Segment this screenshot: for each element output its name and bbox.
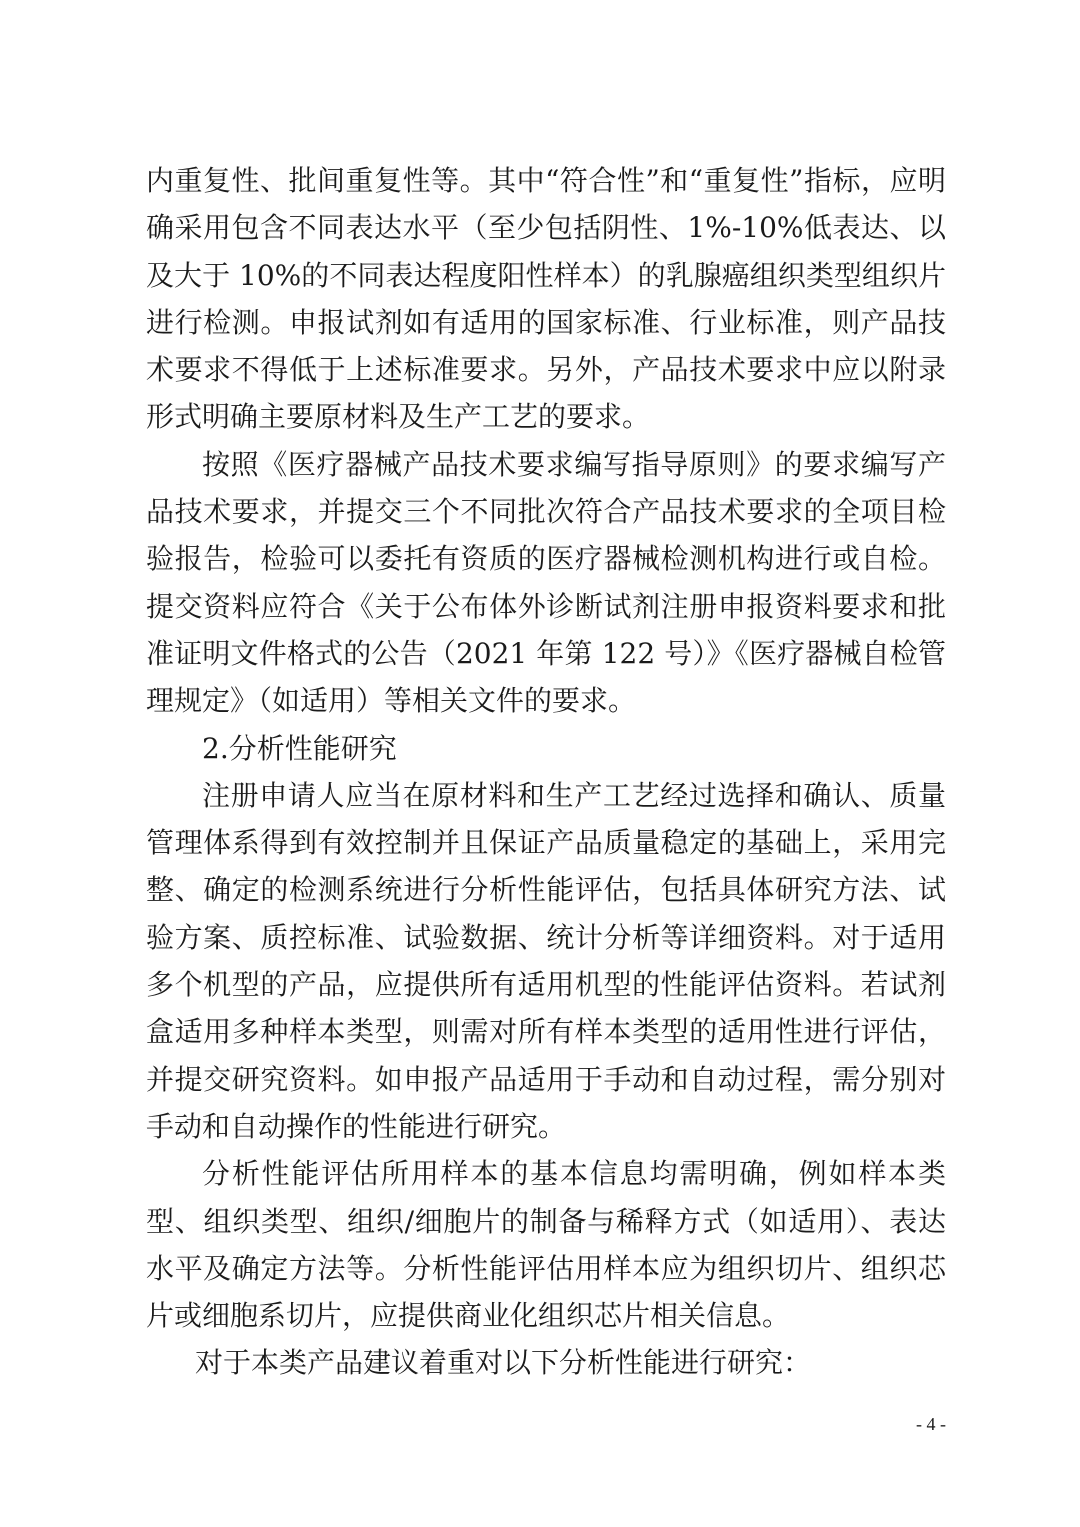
section-heading-analytical-performance: 2.分析性能研究 — [202, 731, 397, 765]
page-number: - 4 - — [916, 1414, 946, 1434]
paragraph-sample-information: 分析性能评估所用样本的基本信息均需明确，例如样本类型、组织类型、组织/细胞片的制备与稀释方式（如适用）、表达水平及确定方法等。分析性能评估用样本应为组织切片、组织芯片或细胞系切片，应提供商业化组织芯片相关信息。 — [146, 1157, 946, 1333]
paragraph-performance-evaluation: 注册申请人应当在原材料和生产工艺经过选择和确认、质量管理体系得到有效控制并且保证产品质量稳定的基础上，采用完整、确定的检测系统进行分析性能评估，包括具体研究方法、试验方案、质控标准、试验数据、统计分析等详细资料。对于适用多个机型的产品，应提供所有适用机型的性能评估资料。若试剂盒适用多种样本类型，则需对所有样本类型的适用性进行评估，并提交研究资料。如申报产品适用于手动和自动过程，需分别对手动和自动操作的性能进行研究。 — [146, 778, 946, 1143]
paragraph-repeatability-requirements: 内重复性、批间重复性等。其中“符合性”和“重复性”指标，应明确采用包含不同表达水平（至少包括阴性、1%-10%低表达、以及大于 10%的不同表达程度阳性样本）的乳腺癌组织类型组织片进行检测。申报试剂如有适用的国家标准、行业标准，则产品技术要求不得低于上述标准要求。另外，产品技术要求中应以附录形式明确主要原材料及生产工艺的要求。 — [146, 164, 946, 434]
paragraph-technical-requirements: 按照《医疗器械产品技术要求编写指导原则》的要求编写产品技术要求，并提交三个不同批次符合产品技术要求的全项目检验报告，检验可以委托有资质的医疗器械检测机构进行或自检。提交资料应符合《关于公布体外诊断试剂注册申报资料要求和批准证明文件格式的公告（2021 年第 122 号）》《医疗器械自检管理规定》（如适用）等相关文件的要求。 — [146, 447, 946, 718]
paragraph-research-focus: 对于本类产品建议着重对以下分析性能进行研究： — [195, 1346, 812, 1380]
document-body — [146, 157, 946, 1387]
